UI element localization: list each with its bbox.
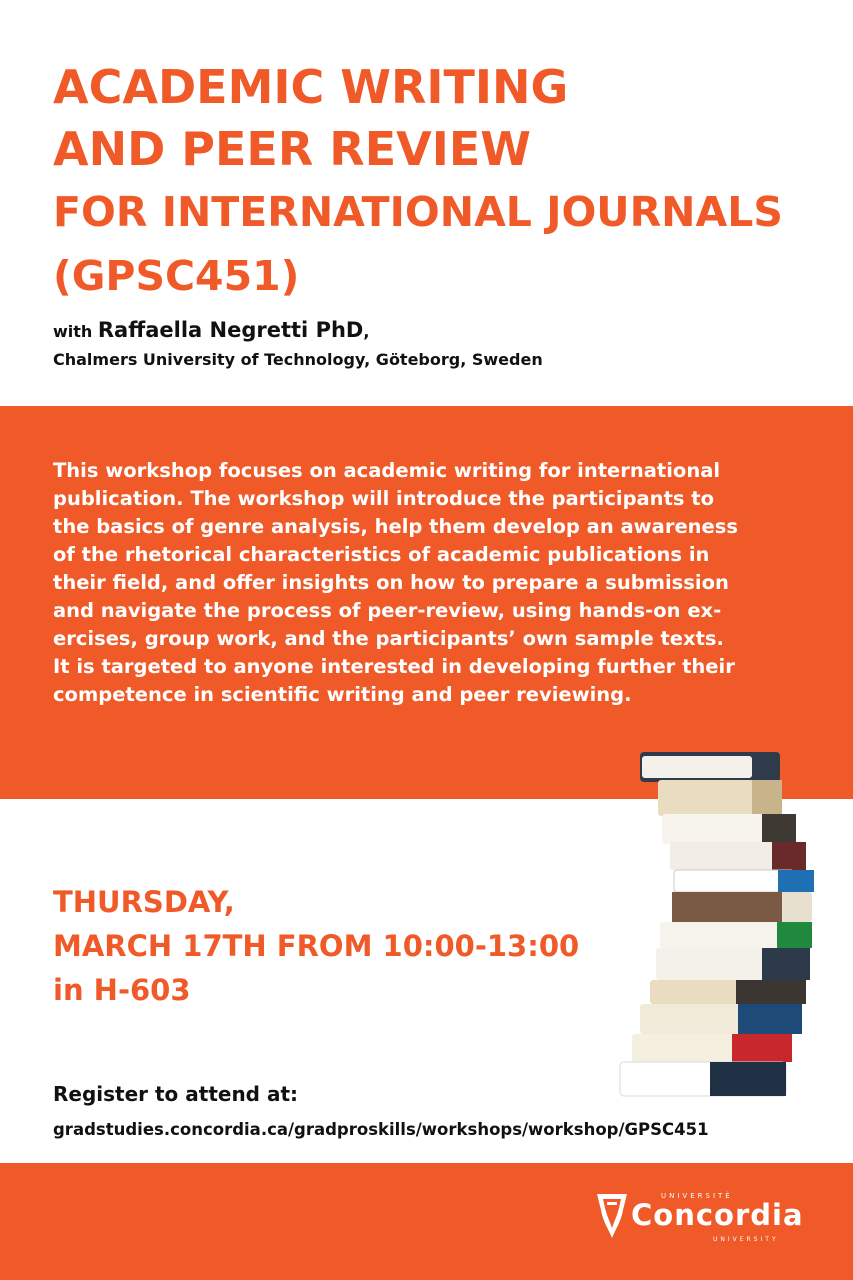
presenter-line [53,318,543,342]
poster-title [53,56,783,308]
book [662,814,796,844]
title-line-1: ACADEMIC WRITING [53,60,569,114]
book [670,842,806,870]
title-line-3: FOR INTERNATIONAL JOURNALS [53,188,783,236]
presenter-info [53,318,543,369]
presenter-affiliation: Chalmers University of Technology, Göteborg, Sweden [53,350,543,369]
concordia-logo [595,1192,805,1244]
event-day: THURSDAY, [53,885,235,919]
book [650,980,806,1004]
description-line: their field, and offer insights on how to prepare a submission [53,571,729,594]
book [672,892,812,922]
book [640,1004,802,1034]
event-date-time: MARCH 17TH FROM 10:00-13:00 [53,929,580,963]
register-label: Register to attend at: [53,1082,299,1106]
logo-top-text: UNIVERSITÉ [661,1192,733,1200]
description-line: and navigate the process of peer-review, using hands-on ex- [53,599,722,622]
description-line: of the rhetorical characteristics of academic publications in [53,543,710,566]
title-line-4: (GPSC451) [53,252,300,300]
concordia-crest-icon [595,1192,629,1240]
title-line-2: AND PEER REVIEW [53,122,532,176]
logo-brand: Concordia [631,1198,804,1232]
description-line: the basics of genre analysis, help them develop an awareness [53,515,738,538]
book [674,870,814,892]
book [656,948,810,980]
book [640,752,780,782]
stack-of-books-image [612,742,822,1102]
description-line: This workshop focuses on academic writing for international [53,459,721,482]
description-line: competence in scientific writing and peer reviewing. [53,683,632,706]
description-line: ercises, group work, and the participants’ own sample texts. [53,627,724,650]
presenter-prefix: with [53,322,93,341]
event-schedule [53,880,579,1012]
book [632,1034,792,1062]
event-room: in H-603 [53,973,191,1007]
book [660,922,812,948]
presenter-name: Raffaella Negretti PhD [97,318,364,342]
registration-info [53,1082,709,1139]
book [658,780,782,816]
logo-bottom-text: UNIVERSITY [713,1236,779,1243]
description-line: publication. The workshop will introduce the participants to [53,487,715,510]
workshop-description [53,457,813,709]
description-line: It is targeted to anyone interested in developing further their [53,655,735,678]
presenter-comma: , [363,322,370,341]
register-url: gradstudies.concordia.ca/gradproskills/workshops/workshop/GPSC451 [53,1120,709,1139]
